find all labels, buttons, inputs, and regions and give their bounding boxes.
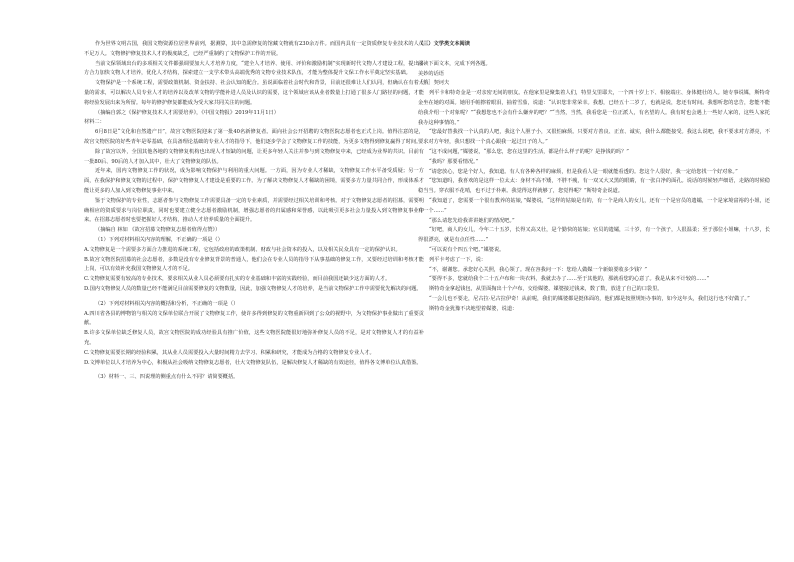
story-paragraph: “这不成问题，”媒婆说，“那么您，您在这里的生活，都是什么样子的呢？是挣钱的吗？”: [429, 148, 629, 155]
option-b: B.故宫文物医院招募的社会志愿者，多数是没有专业修复背景的普通人，他们会在专业人员的指导下从事基础的修复工作，又要经过培训和考核才能上岗，可以有效补充我国文物修复人才的不足。: [84, 256, 424, 273]
option-b: B.许多文保单位缺乏修复人员，故宫文物医院的成功经验具有推广价值，这些文物医院能很好地弥补修复人员的不足，是对文物修复人才的有益补充。: [84, 330, 424, 346]
right-column: [418, 40, 770, 315]
story-paragraph: “请您放心，您是个好人，我知道。有人有各种各样的麻烦，但是我看人是一眼就能看透的。您这个人很好，我一定给您找一个好对象。”: [429, 168, 738, 175]
story-paragraph: “要得不多，您就给我个二十五卢布和一块衣料，我就去办了……至于其他的，那就看您的心意了。我是从来不计较的……”: [429, 276, 710, 283]
question-1: （1）下列对材料相关内容的理解，不正确的一项是（）: [95, 236, 223, 243]
story-paragraph: 斯特奇金犹豫不决地望着媒婆，说道：: [429, 305, 518, 312]
left-column: [84, 40, 424, 383]
left-paragraph: 鉴于文物保护的专业性，志愿者参与文物修复工作需要具备一定的专业素质，并需要经过相关培训和考核。对于文物修复志愿者的招募，需要明确相应的资质要求与岗位职责，同时也要建立健全志愿者激励机制，增强志愿者的归属感和荣誉感，以此吸引更多社会力量投入到文物修复事业中来。在招募志愿者时也要把握好人才结构，推动人才培养质量的全面提升。: [84, 197, 424, 224]
option-d: D.国内文物修复人员的数量已经不能满足目前需要修复的文物数量，因此，加强文物修复人才的培养，是当前文物保护工作中需要优先解决的问题。: [84, 285, 422, 292]
question-2: （2）下列对材料相关内容的概括和分析，不正确的一项是（）: [95, 300, 239, 307]
story-title: 美妙的话语: [418, 70, 444, 77]
option-a: A.文物修复是一个需要多方面合力推进的系统工程，它包括政府的政策机制、财政与社会资本的投入，以及相关民众具有一定的保护认识。: [84, 246, 401, 253]
left-paragraph: 近年来，国内文物修复工作的状况，成为影响文物保护与利用的重大问题。一方面，因为专业人才稀缺，文物修复工作水平备受质疑；另一方面，在我保护和修复文物的过程中，保护文物修复人才建设是重要的工作。为了解决文物修复人才稀缺的困境，需要多方力量共同合作，形成体系才能让更多的人加入到文物修复事业中来。: [84, 168, 424, 194]
story-paragraph: 列平卡和特奇金是一对亲密无间的朋友。在他家里是聚集着人们，特里戈里耶夫，一个四十岁上下、相貌端庄、身体健壮的人。她专事说媒，斯特奇金坐在她的对面。她用手帕擦着眼泪，抽着雪茄，说道：“认识您非常荣幸。我想，已经五十二岁了，也就是说，您还有时间。我想听您的忠告，您能不能给我介绍一个对象呢？”“我想您也不会有什么嫌弃的吧？”“当然，当然，我看您是一位正派人，有名望的人。我有时也会遇上一些好人家的，这些人家托我办这种事情的。”: [418, 90, 770, 126]
story-paragraph: “我知道了，您需要一个很有教养的姑娘，”媒婆说，“这样的姑娘是有的，有一个是商人的女儿，还有一个是官员的遗孀，一个是家境富裕的小姐，还有一个……”: [418, 197, 770, 214]
left-paragraph: 除了故宫以外，全国其他各地的文物修复机构也出现人才短缺的问题，让更多年轻人关注并参与到文物修复中来，已经成为业界的共识。目前有一批80后、90后的人才加入其中，壮大了文物修复的队伍。: [84, 148, 424, 165]
story-author: ［俄］契诃夫: [418, 80, 450, 87]
left-paragraph: 文物保护是一个系统工程，需要政策机制、资金扶持、社会认知的配合。虽说面临着社会时代和背景，目前还很难让人们认同，但确认在有着大量的需求，可以解决人员专业人才的培养以及改革文物的学能补进人员及认识的需要，这个领域应该从业者数量上打通了很多人门路径的问题，才能将经验发展出来为所留。每年的修护修复都能成为受大家共同关注的问题。: [84, 80, 424, 106]
option-a: A.四川省各县的博物馆与相关的文保单位联合开展了文物修复工作，使许多得到修复的文物重新回到了公众的视野中，为文物保护事业做出了重要贡献。: [84, 310, 424, 327]
source-note: （摘编自 林如 《故宫招募文物修复志愿者值得点赞》）: [95, 227, 221, 234]
left-paragraph: 作为世界文明古国，我国文物资源位居世界前列，据测算，其中急需修复的馆藏文物就有230余万件。而国内具有一定资质修复专业技术的人员不足万人。文物修护修复技术人才的极度缺乏，已经严重制约了文物保护工作的开展。: [84, 41, 424, 57]
option-c: C.文物修复需要有较高的专业技术，要求相关从业人员必须要有扎实的专业基础和丰富的实践经验，而目前我国还缺少这方面的人才。: [84, 276, 391, 283]
option-d: D.文博单位以人才培养为中心，积极从社会吸纳文物修复志愿者，壮大文物修复队伍，是解决修复人才稀缺的有效途径，值得各文博单位认真借鉴。: [84, 359, 422, 366]
story-paragraph: “不，谢谢您。承您好心关照，我心领了。现在容我问一下：您给人做媒一个新娘要收多少钱？”: [429, 266, 647, 273]
story-paragraph: 列平卡考虑了一下，说：: [429, 256, 487, 263]
question-3: （3）材料一、三、四说理的侧重点有什么不同？请简要概括。: [95, 374, 239, 381]
story-paragraph: “那么请您先给我讲讲她们的情况吧。”: [429, 217, 515, 224]
source-note: （摘编自郭之《保护修复技术人才需要培养》，《中国文物报》2019年11月1日）: [95, 109, 279, 116]
story-paragraph: “一会儿也不要走，尼古拉·尼古拉伊奇！从前呢，我们的媒婆都是挺体面的，他们都是按照规矩办事的，如今这年头，我们这行也不好做了。”: [429, 295, 750, 302]
story-paragraph: “可以说有个四五个吧。”媒婆说。: [429, 246, 505, 253]
left-paragraph: 6月8日是“文化和自然遗产日”，故宫文物医院迎来了第一批40名新修复者。面向社会公开招聘的文物医院志愿者也正式上岗。值得注意的是，故宫文物医院的好些青年是零基础，在具备理论基础的专业人才的指导下，他们逐步学会了文物修复工作的技能，为更多文物得到修复赢得了时间。: [84, 129, 424, 145]
story-paragraph: “我吗？那要看情况。”: [429, 158, 479, 165]
story-paragraph: “好吧，商人的女儿，今年二十五岁，长得又高又壮，是个勤快的姑娘；官员的遗孀，三十岁，有一个孩子，人很温柔；至于那位小姐嘛，十八岁，长得很漂亮，就是有点任性……”: [418, 227, 770, 244]
spacer: [418, 50, 770, 60]
section-title: （三）文学类文本阅读: [418, 41, 470, 47]
story-paragraph: 斯特奇金拿起钱包，从里面掏出十个卢布，交给媒婆。媒婆接过钱来，数了数，放进了自己的口袋里。: [429, 286, 663, 293]
story-paragraph: “您知道吗，我喜欢的是这样一位太太：身材不高不矮，不胖不瘦，有一双又大又黑的眼睛，有一张白净的面孔。说话的时候轻声细语，走路的时候稳稳当当。穿衣服不花哨，也不过于朴素。我觉得这样就够了，您觉得呢？”斯特奇金说道。: [418, 178, 770, 195]
option-c: C.文物修复需要长期的经验积累，其从业人员需要投入大量时间精力去学习、积累和研究，才能成为合格的文物修复专业人才。: [84, 349, 375, 356]
story-paragraph: “您最好替我找一个认真的人吧，我这个人胆子小，又很怕麻烦。只要对方善良、正直、诚实，我什么都能接受。我这么说吧，我不要求对方漂亮，不要求对方年轻，我只想找一个真心跟我一起过日子的人。”: [418, 129, 770, 146]
instruction: 阅读下面文本，完成下列各题。: [418, 60, 491, 67]
left-paragraph: 当前文保领域出台的多项相关文件都强调要加大人才培养力度，“建全人才培养、使用、评价和激励机制”实现新时代文物人才建设工程，提出多方合力加快文物人才培养，优化人才结构，探索建立一支学术带头高端优秀的文物专业技术队伍，才能为整体提升文保工作水平奠定坚实基础。: [84, 60, 424, 77]
material-heading: 材料二：: [84, 119, 105, 126]
